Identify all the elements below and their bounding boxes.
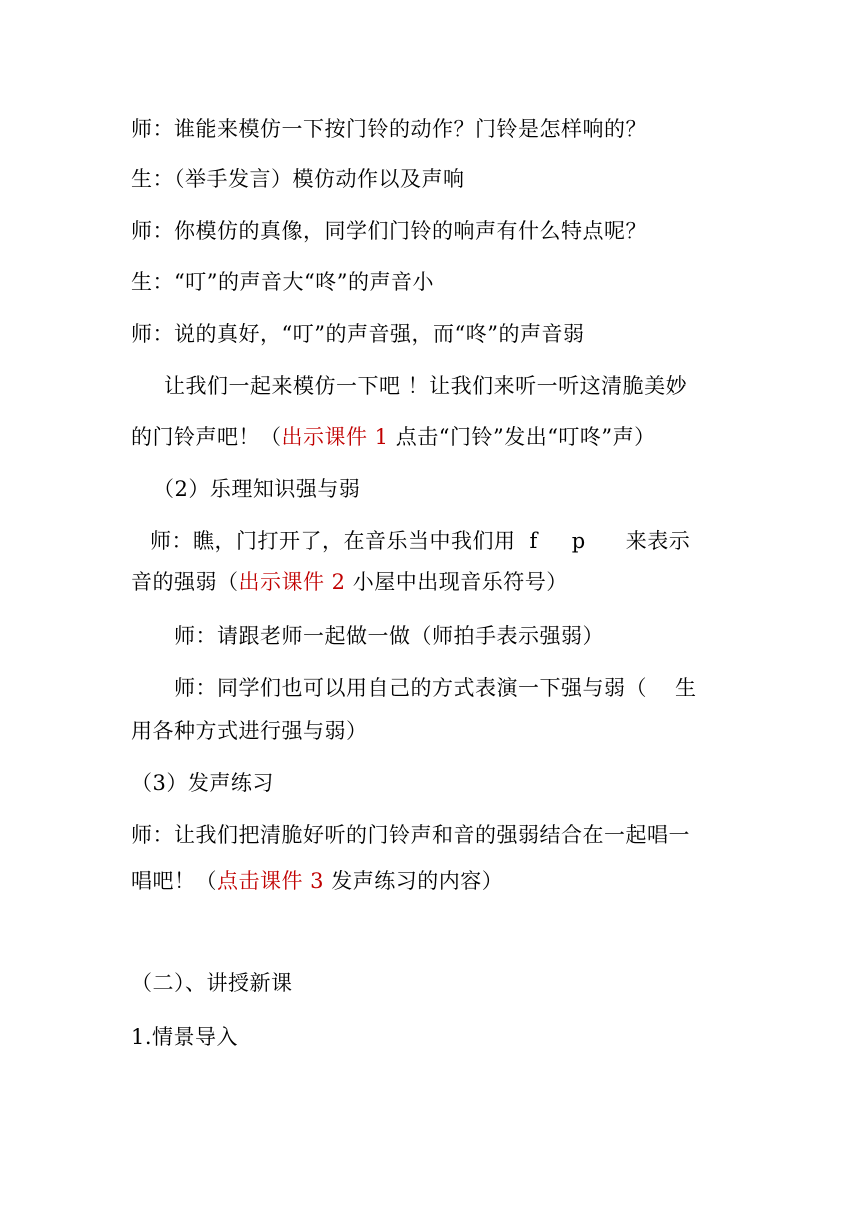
section-heading-new-lesson [131,968,293,998]
line-text-pre: 唱吧！（ [131,869,217,893]
paragraph-line-8 [131,820,690,850]
courseware-reference: 出示课件 2 [238,570,346,594]
heading-text: （二）、讲授新课 [131,971,293,995]
line-text: 师：请跟老师一起做一做（师拍手表示强弱） [174,624,604,648]
line-text-post: 小屋中出现音乐符号） [345,570,568,594]
line-text-post: 点击“门铃”发出“叮咚”声） [388,425,656,449]
heading-text: （2）乐理知识强与弱 [153,477,361,501]
line-text-pre: 的门铃声吧！（ [131,425,282,449]
line-text-pre: 师：同学们也可以用自己的方式表演一下强与弱（ [174,676,647,700]
dialogue-line-4 [131,267,434,297]
paragraph-line-3 [150,526,690,556]
paragraph-line-7 [131,716,368,746]
line-text: 生：（举手发言）模仿动作以及声响 [131,167,465,191]
heading-text: （3）发声练习 [131,771,274,795]
line-text: 生：“叮”的声音大“咚”的声音小 [131,270,434,294]
dialogue-line-2 [131,164,465,194]
subsection-heading-intro [131,1022,238,1052]
piano-symbol: p [571,529,586,553]
dialogue-line-1 [131,114,647,144]
line-text: 让我们一起来模仿一下吧 ！让我们来听一听这清脆美妙 [164,374,688,398]
paragraph-line-4 [131,567,568,597]
line-text: 用各种方式进行强与弱） [131,719,368,743]
line-text-post: 来表示 [625,529,691,553]
paragraph-line-9 [131,866,503,896]
line-text: 师：让我们把清脆好听的门铃声和音的强弱结合在一起唱一 [131,823,690,847]
line-text-post: 发声练习的内容） [324,869,504,893]
heading-text: 1.情景导入 [131,1025,239,1049]
courseware-reference: 点击课件 3 [217,869,325,893]
courseware-reference: 出示课件 1 [281,425,389,449]
paragraph-line-6 [174,673,697,703]
line-text: 师：谁能来模仿一下按门铃的动作？门铃是怎样响的？ [131,117,647,141]
section-heading-3 [131,768,274,798]
paragraph-line-1 [164,371,687,401]
line-text-pre: 音的强弱（ [131,570,239,594]
paragraph-line-5 [174,621,604,651]
dialogue-line-3 [131,216,647,246]
line-text: 师：你模仿的真像，同学们门铃的响声有什么特点呢？ [131,219,647,243]
dialogue-line-5 [131,319,584,349]
line-text-pre: 师：瞧，门打开了，在音乐当中我们用 [150,529,516,553]
line-text: 师：说的真好，“叮”的声音强，而“咚”的声音弱 [131,322,585,346]
line-text-post: 生 [675,676,697,700]
paragraph-line-2 [131,422,656,452]
section-heading-2 [153,474,360,504]
forte-symbol: f [529,529,538,553]
